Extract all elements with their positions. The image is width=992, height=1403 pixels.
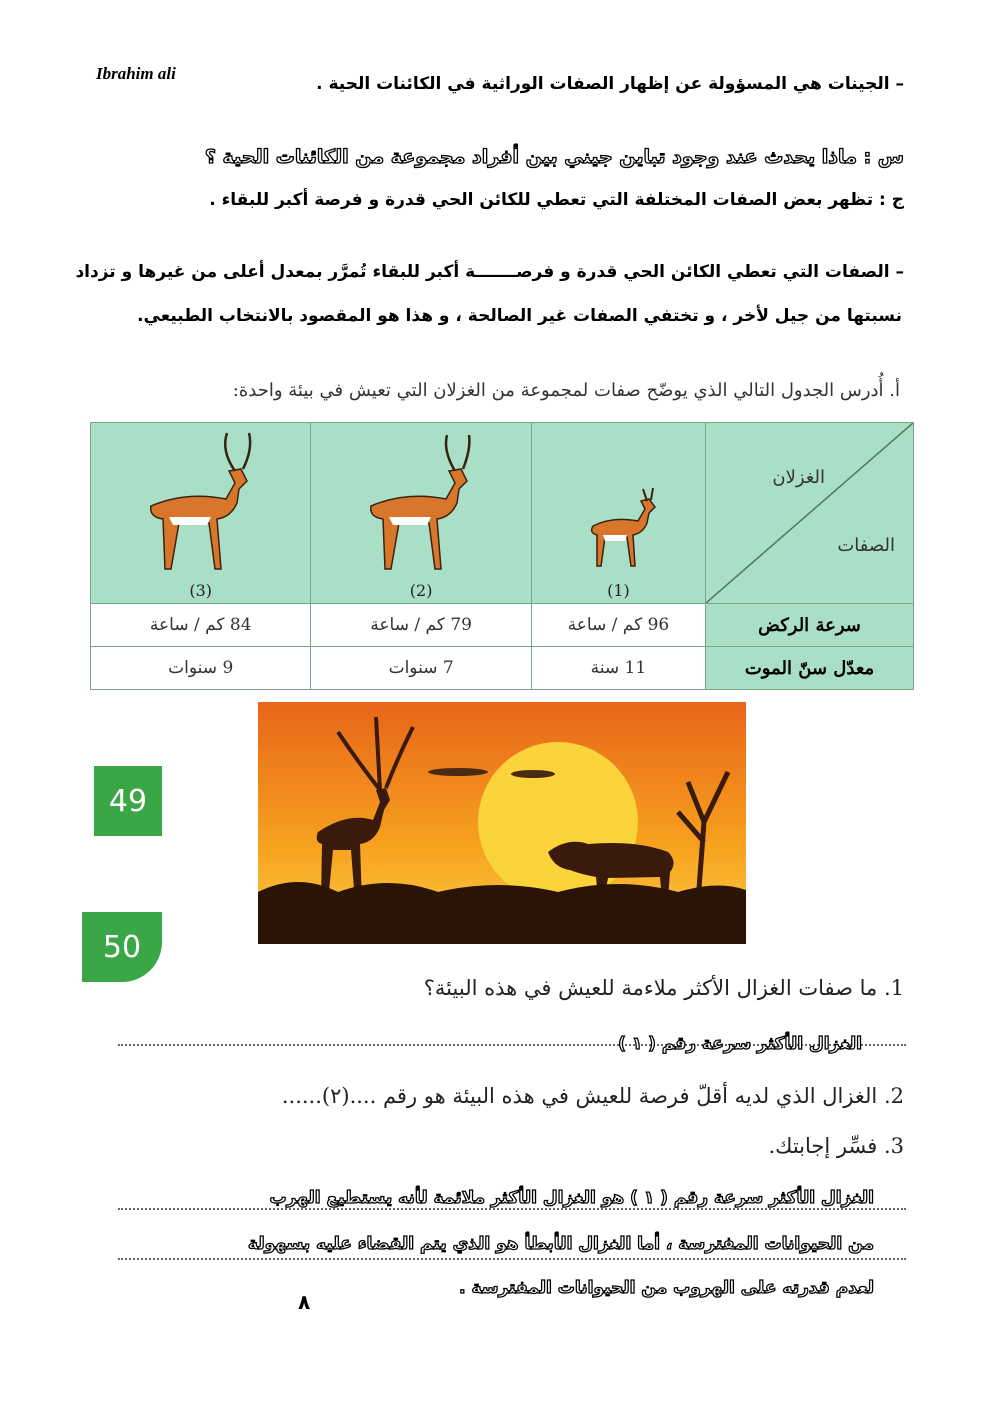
small-deer-icon xyxy=(563,471,673,581)
lifespan-value-1: 11 سنة xyxy=(531,647,705,690)
answer-1: الغزال الأكثر سرعة رقم ( ١ ) xyxy=(618,1034,862,1054)
table-header-diagonal xyxy=(706,423,914,604)
diagonal-line xyxy=(706,423,913,603)
answer-3-line-1: الغزال الأكثر سرعة رقم ( ١ ) هو الغزال الأكثر ملائمة لأنه يستطيع الهرب xyxy=(269,1188,874,1208)
medium-deer-icon xyxy=(351,431,491,581)
row-label-lifespan: معدّل سنّ الموت xyxy=(706,647,914,690)
speed-value-3: 84 كم / ساعة xyxy=(91,604,311,647)
header-traits-label: الصفات xyxy=(837,535,895,556)
speed-value-1: 96 كم / ساعة xyxy=(531,604,705,647)
answer-text: ج : تظهر بعض الصفات المختلفة التي تعطي للكائن الحي قدرة و فرصة أكبر للبقاء . xyxy=(209,190,904,210)
sunset-illustration xyxy=(258,702,746,944)
lifespan-value-2: 7 سنوات xyxy=(311,647,531,690)
deer-traits-table xyxy=(90,422,914,686)
paragraph-line-1: – الصفات التي تعطي الكائن الحي قدرة و فرصـــــــة أكبر للبقاء تُمرَّر بمعدل أعلى من غيرها و تزداد xyxy=(75,262,904,282)
page-badge-49: 49 xyxy=(94,766,162,836)
row-label-speed: سرعة الركض xyxy=(706,604,914,647)
speed-value-2: 79 كم / ساعة xyxy=(311,604,531,647)
deer-cell-1 xyxy=(531,423,705,604)
deer-number-1: (1) xyxy=(607,581,630,600)
lifespan-value-3: 9 سنوات xyxy=(91,647,311,690)
genes-statement: – الجينات هي المسؤولة عن إظهار الصفات الوراثية في الكائنات الحية . xyxy=(316,74,904,94)
savanna-sunset-image xyxy=(258,702,746,944)
answer-line-3b xyxy=(118,1258,906,1260)
author-name: Ibrahim ali xyxy=(96,64,176,83)
paragraph-line-2: نسبتها من جيل لأخر ، و تختفي الصفات غير الصالحة ، و هذا هو المقصود بالانتخاب الطبيعي. xyxy=(137,306,902,326)
answer-3-line-2: من الحيوانات المفترسة ، أما الغزال الأبطأ هو الذي يتم القضاء عليه بسهولة xyxy=(247,1234,874,1254)
header-deer-label: الغزلان xyxy=(772,467,825,488)
answer-3-line-3: لعدم قدرته على الهروب من الحيوانات المفترسة . xyxy=(459,1278,874,1298)
table-caption: أ. أُدرس الجدول التالي الذي يوضّح صفات لمجموعة من الغزلان التي تعيش في بيئة واحدة: xyxy=(232,380,900,401)
deer-cell-2 xyxy=(311,423,531,604)
deer-cell-3 xyxy=(91,423,311,604)
page-badge-50: 50 xyxy=(82,912,162,982)
question-text: س : ماذا يحدث عند وجود تباين جيني بين أفراد مجموعة من الكائنات الحية ؟ xyxy=(204,146,904,168)
deer-number-3: (3) xyxy=(189,581,213,600)
answer-line-3a xyxy=(118,1208,906,1210)
large-deer-icon xyxy=(131,431,271,581)
deer-number-2: (2) xyxy=(409,581,433,600)
page-number: ٨ xyxy=(298,1290,311,1314)
question-3: 3. فسِّر إجابتك. xyxy=(768,1134,904,1158)
question-2: 2. الغزال الذي لديه أقلّ فرصة للعيش في هذه البيئة هو رقم ....(٢)...... xyxy=(281,1084,904,1108)
question-1: 1. ما صفات الغزال الأكثر ملاءمة للعيش في هذه البيئة؟ xyxy=(423,976,904,1000)
